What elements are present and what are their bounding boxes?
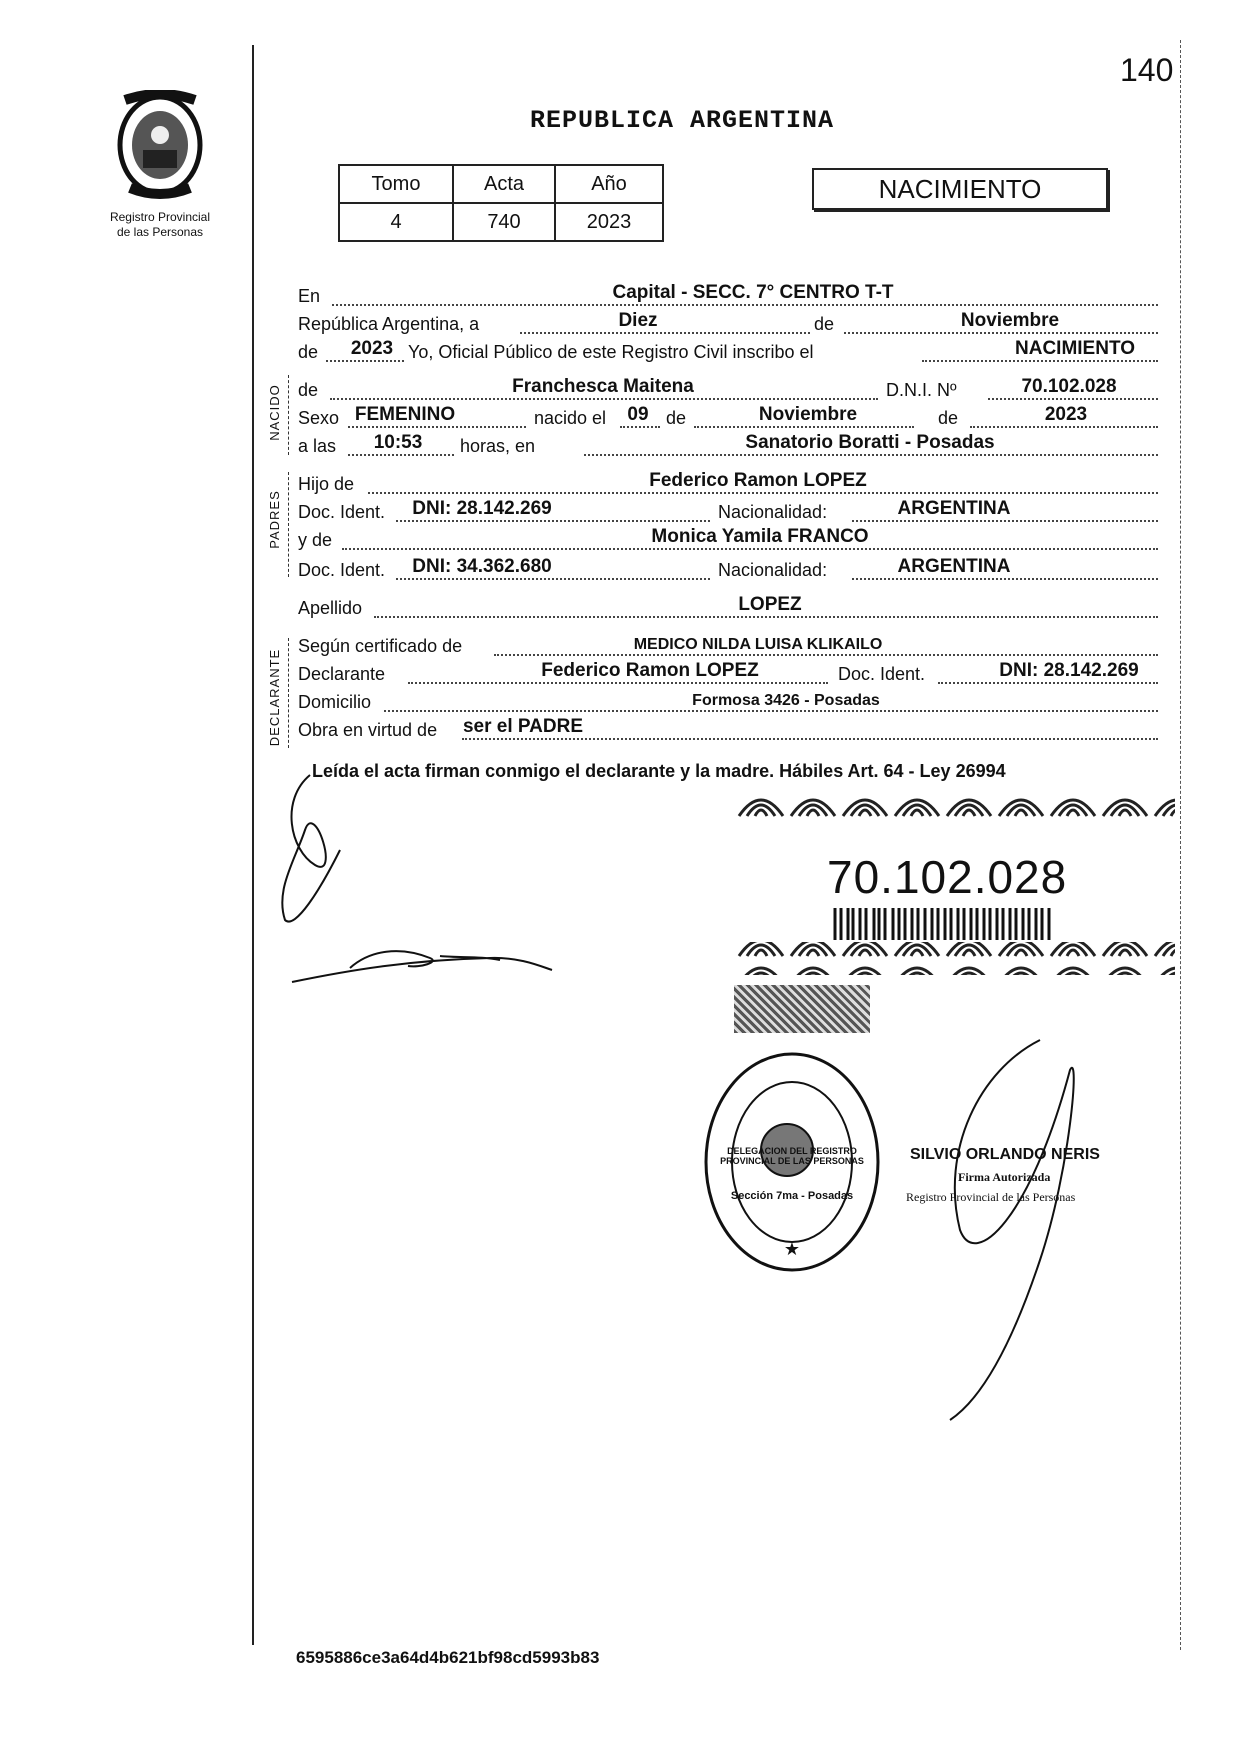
- table-value-acta: 740: [453, 203, 555, 241]
- official-role: Firma Autorizada: [958, 1170, 1051, 1184]
- label-apellido: Apellido: [298, 598, 363, 618]
- official-signature: [920, 1030, 1140, 1430]
- table-value-ano: 2023: [555, 203, 663, 241]
- line-y-de: [298, 522, 1158, 552]
- official-office: Registro Provincial de las Personas: [906, 1190, 1076, 1204]
- value-declarant-dni: DNI: 28.142.269: [999, 660, 1139, 681]
- value-father-nationality: ARGENTINA: [897, 498, 1011, 519]
- value-year: 2023: [350, 338, 394, 359]
- side-label-declarante: DECLARANTE: [267, 648, 283, 747]
- value-birth-place: Sanatorio Boratti - Posadas: [745, 432, 995, 453]
- registry-name: Registro Provincial de las Personas: [109, 210, 211, 239]
- label-hijo: Hijo de: [298, 474, 355, 494]
- value-child-dni: 70.102.028: [1021, 376, 1117, 397]
- official-name: SILVIO ORLANDO NERIS: [910, 1146, 1100, 1163]
- side-label-nacido: NACIDO: [266, 384, 282, 441]
- document-hash: 6595886ce3a64d4b621bf98cd5993b83: [296, 1648, 600, 1667]
- label-nac-father: Nacionalidad:: [718, 502, 828, 522]
- label-sexo: Sexo: [298, 408, 340, 428]
- page-number: 140: [1120, 52, 1174, 88]
- registry-stamp: [702, 1050, 882, 1275]
- line-obra: [298, 712, 1158, 742]
- label-nacido-el: nacido el: [534, 408, 607, 428]
- label-dni: D.N.I. Nº: [886, 380, 957, 400]
- value-mother-name: Monica Yamila FRANCO: [651, 526, 869, 547]
- left-margin-line: [252, 45, 254, 1645]
- padres-bracket: [288, 472, 289, 577]
- label-declarante: Declarante: [298, 664, 386, 684]
- line-sexo: [298, 400, 1158, 430]
- line-domicilio: [298, 684, 1158, 714]
- security-label-number: 70.102.028: [827, 851, 1068, 903]
- label-horas: horas, en: [460, 436, 536, 456]
- value-sex: FEMENINO: [354, 404, 456, 425]
- label-de-name: de: [298, 380, 319, 400]
- province-emblem: [105, 90, 215, 200]
- value-address: Formosa 3426 - Posadas: [692, 692, 880, 709]
- line-certificado: [298, 628, 1158, 658]
- label-nac-mother: Nacionalidad:: [718, 560, 828, 580]
- value-birth-month: Noviembre: [758, 404, 858, 425]
- value-mother-dni: DNI: 34.362.680: [412, 556, 552, 577]
- document-title: REPUBLICA ARGENTINA: [530, 106, 835, 135]
- declarant-signature: [270, 770, 380, 930]
- value-declarant-name: Federico Ramon LOPEZ: [541, 660, 759, 681]
- line-de-year: [298, 334, 1158, 364]
- value-father-dni: DNI: 28.142.269: [412, 498, 552, 519]
- line-en: [298, 278, 1158, 308]
- line-hora: [298, 428, 1158, 458]
- declarante-bracket: [288, 638, 289, 748]
- security-label: [735, 790, 1175, 975]
- value-certificate: MEDICO NILDA LUISA KLIKAILO: [633, 636, 883, 653]
- nacido-bracket: [288, 375, 289, 455]
- line-apellido: [298, 590, 1158, 620]
- table-header-tomo: Tomo: [339, 165, 453, 203]
- value-place: Capital - SECC. 7° CENTRO T-T: [612, 282, 894, 303]
- mother-signature: [290, 940, 560, 990]
- line-de-name: [298, 372, 1158, 402]
- line-hijo: [298, 466, 1158, 496]
- record-table: [338, 164, 664, 242]
- closing-note: Leída el acta firman conmigo el declarante y la madre. Hábiles Art. 64 - Ley 26994: [312, 761, 1006, 781]
- label-republica-de: de: [814, 314, 835, 334]
- label-doc-mother: Doc. Ident.: [298, 560, 386, 580]
- label-declarante-doc: Doc. Ident.: [838, 664, 926, 684]
- label-a-las: a las: [298, 436, 337, 456]
- value-birth-time: 10:53: [373, 432, 423, 453]
- stamp-outer-text: DELEGACION DEL REGISTRO PROVINCIAL DE LAS PERSONAS: [720, 1146, 864, 1166]
- label-republica: República Argentina, a: [298, 314, 480, 334]
- label-sexo-de2: de: [938, 408, 959, 428]
- table-value-tomo: 4: [339, 203, 453, 241]
- line-doc-father: [298, 494, 1158, 524]
- value-surname: LOPEZ: [738, 594, 802, 615]
- value-inscribo: NACIMIENTO: [1015, 338, 1135, 359]
- label-de-year: de: [298, 342, 319, 362]
- table-header-acta: Acta: [453, 165, 555, 203]
- value-month: Noviembre: [960, 310, 1060, 331]
- label-obra: Obra en virtud de: [298, 720, 438, 740]
- line-republica: [298, 306, 1158, 336]
- value-father-name: Federico Ramon LOPEZ: [649, 470, 867, 491]
- label-y-de: y de: [298, 530, 333, 550]
- value-day: Diez: [618, 310, 658, 331]
- hologram-sticker: [734, 985, 870, 1033]
- label-doc-father: Doc. Ident.: [298, 502, 386, 522]
- value-by-virtue: ser el PADRE: [462, 716, 584, 737]
- record-type-box: NACIMIENTO: [812, 168, 1108, 210]
- table-header-ano: Año: [555, 165, 663, 203]
- svg-text:★: ★: [783, 1239, 801, 1259]
- label-inscribo: Yo, Oficial Público de este Registro Civil inscribo el: [408, 342, 814, 362]
- label-domicilio: Domicilio: [298, 692, 372, 712]
- value-birth-day: 09: [627, 404, 649, 425]
- side-label-padres: PADRES: [266, 490, 282, 549]
- label-en: En: [298, 286, 321, 306]
- label-sexo-de1: de: [666, 408, 687, 428]
- right-margin-line: [1180, 40, 1181, 1650]
- value-birth-year: 2023: [1044, 404, 1088, 425]
- line-declarante: [298, 656, 1158, 686]
- label-certificado: Según certificado de: [298, 636, 463, 656]
- stamp-inner-text: Sección 7ma - Posadas: [730, 1190, 854, 1202]
- value-mother-nationality: ARGENTINA: [897, 556, 1011, 577]
- value-child-name: Franchesca Maitena: [512, 376, 694, 397]
- line-doc-mother: [298, 552, 1158, 582]
